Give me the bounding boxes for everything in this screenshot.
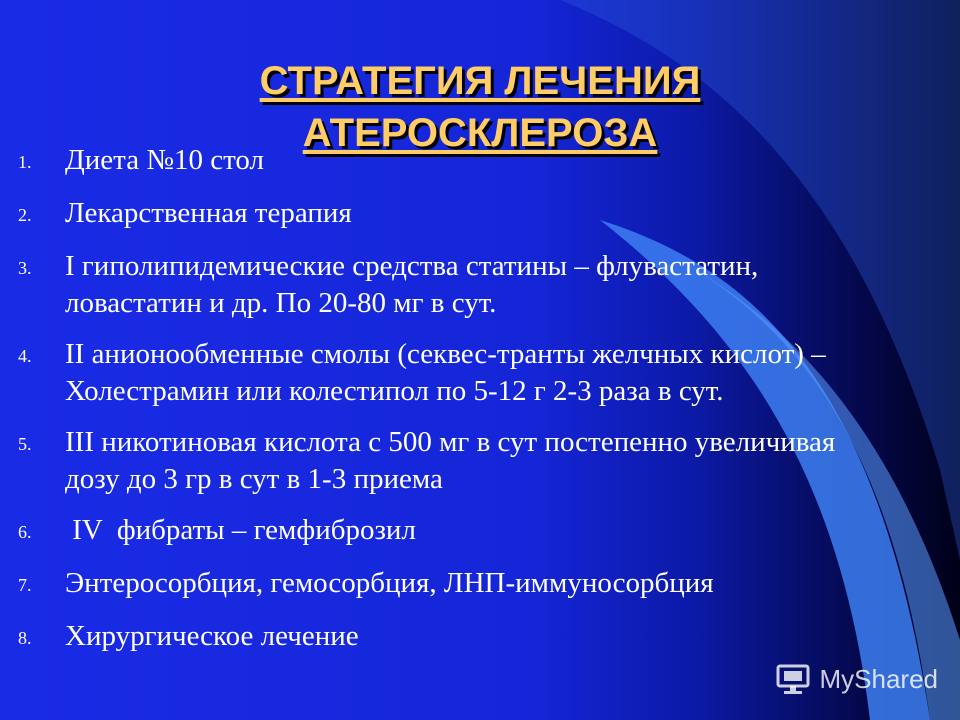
- item-text: III никотиновая кислота с 500 мг в сут постепенно увеличивая дозу до 3 гр в сут в 1-3 приема: [65, 426, 836, 495]
- item-text: Хирургическое лечение: [65, 620, 359, 652]
- item-text: Энтеросорбция, гемосорбция, ЛНП-иммуносорбция: [65, 567, 714, 599]
- list-item: [18, 195, 918, 234]
- item-number: 6.: [18, 522, 32, 542]
- item-number: 3.: [18, 258, 32, 278]
- item-number: 1.: [18, 152, 32, 172]
- watermark: [776, 662, 939, 696]
- item-number: 7.: [18, 575, 32, 595]
- item-number: 4.: [18, 346, 32, 366]
- list-item: [18, 565, 918, 604]
- item-number: 2.: [18, 205, 32, 225]
- list-item: [18, 618, 918, 657]
- item-text: II анионообменные смолы (секвес-транты желчных кислот) – Холестрамин или колестипол по 5-12 г 2-3 раза в сут.: [65, 338, 826, 407]
- item-text: IV фибраты – гемфиброзил: [65, 514, 416, 546]
- list-item: [18, 248, 918, 322]
- item-text: Лекарственная терапия: [65, 197, 352, 229]
- list-item: [18, 512, 918, 551]
- title-line-2: АТЕРОСКЛЕРОЗА: [302, 110, 658, 155]
- list-item: [18, 424, 918, 498]
- list-item: [18, 336, 918, 410]
- watermark-text: MyShared: [819, 663, 938, 694]
- item-text: Диета №10 стол: [65, 144, 264, 176]
- treatment-list: [18, 142, 918, 671]
- item-text: I гиполипидемические средства статины – флувастатин, ловастатин и др. По 20-80 мг в сут.: [65, 250, 759, 319]
- monitor-icon: [776, 662, 812, 696]
- item-number: 8.: [18, 628, 32, 648]
- item-number: 5.: [18, 434, 32, 454]
- title-line-1: СТРАТЕГИЯ ЛЕЧЕНИЯ: [259, 58, 701, 103]
- list-item: [18, 142, 918, 181]
